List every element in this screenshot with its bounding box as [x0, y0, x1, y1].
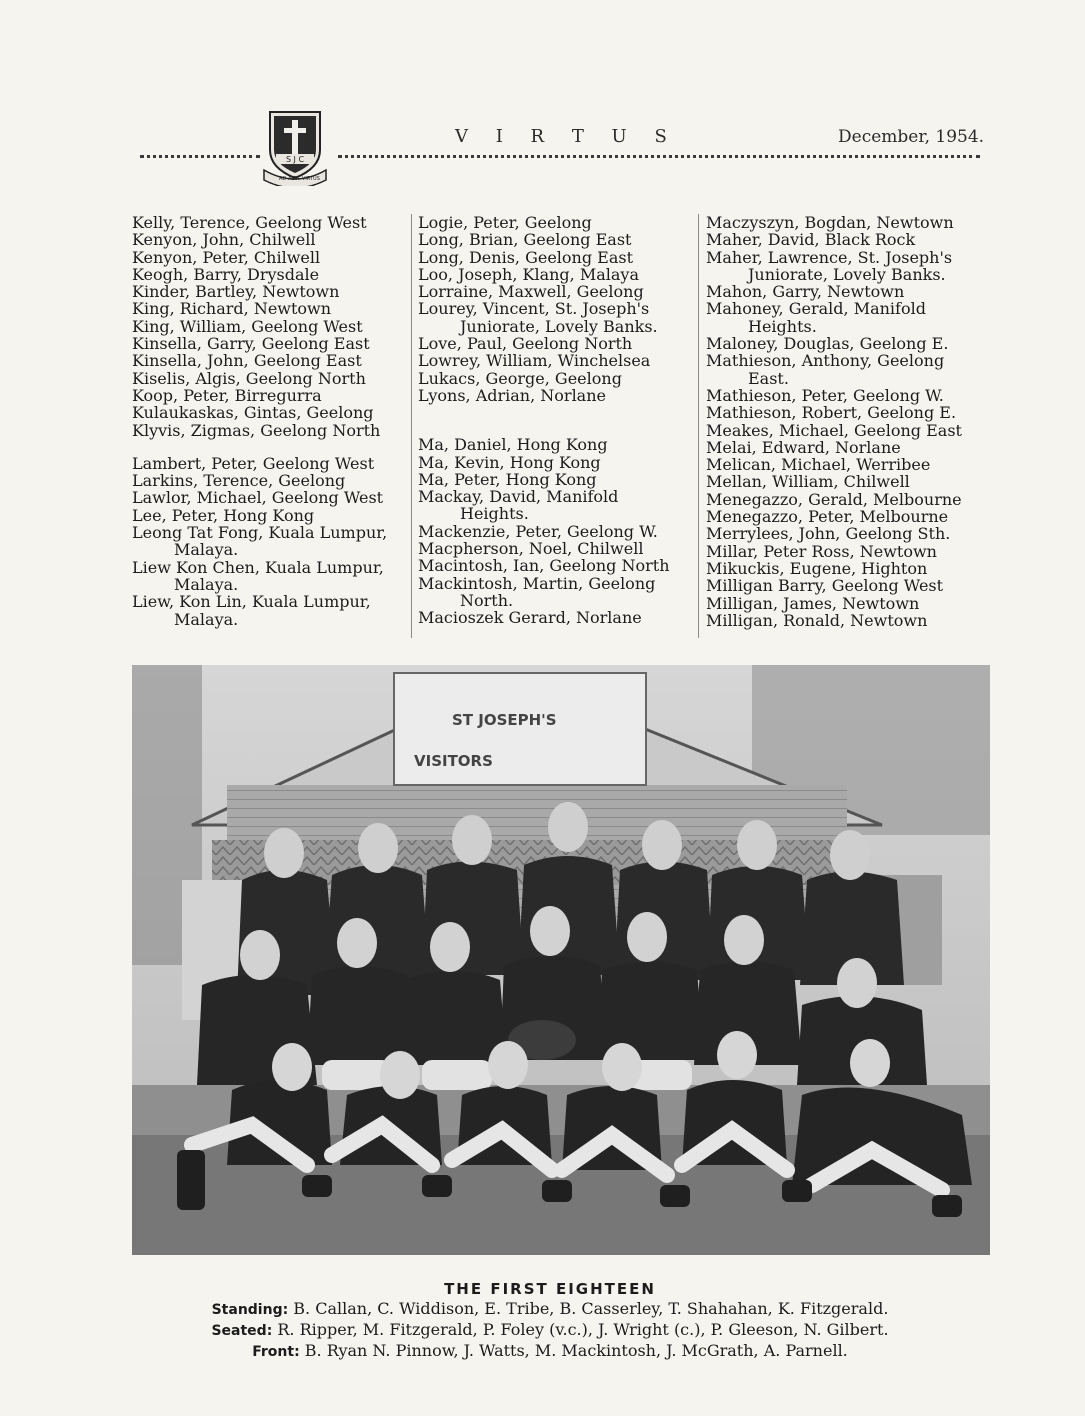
- svg-text:VIRTUS: VIRTUS: [302, 176, 320, 182]
- name-entry: Maloney, Douglas, Geelong E.: [706, 334, 949, 354]
- name-entry-continuation: North.: [460, 590, 514, 610]
- caption-label: Front:: [252, 1344, 300, 1360]
- caption-row-seated: [120, 1320, 980, 1341]
- name-entry: Milligan Barry, Geelong West: [706, 576, 944, 596]
- name-entry: Meakes, Michael, Geelong East: [706, 420, 962, 440]
- name-entry-continuation: Malaya.: [174, 609, 239, 629]
- caption-names: B. Ryan N. Pinnow, J. Watts, M. Mackintosh, J. McGrath, A. Parnell.: [299, 1341, 848, 1360]
- name-entry: Kinder, Bartley, Newtown: [132, 282, 340, 302]
- name-entry: Kinsella, Garry, Geelong East: [132, 334, 370, 354]
- name-entry: Lawlor, Michael, Geelong West: [132, 488, 384, 508]
- name-entry: Maczyszyn, Bogdan, Newtown: [706, 213, 954, 232]
- team-photograph: [132, 665, 990, 1255]
- name-entry: Liew Kon Chen, Kuala Lumpur,: [132, 557, 384, 577]
- name-entry: Milligan, Ronald, Newtown: [706, 610, 928, 630]
- caption-names: B. Callan, C. Widdison, E. Tribe, B. Casserley, T. Shahahan, K. Fitzgerald.: [288, 1299, 889, 1318]
- name-entry-continuation: Heights.: [460, 504, 529, 524]
- name-entry: Ma, Kevin, Hong Kong: [418, 452, 601, 472]
- name-entry: Mellan, William, Chilwell: [706, 472, 910, 492]
- name-entry: Menegazzo, Gerald, Melbourne: [706, 489, 962, 509]
- name-entry: Lambert, Peter, Geelong West: [132, 453, 375, 473]
- name-entry: Maher, Lawrence, St. Joseph's: [706, 247, 953, 267]
- name-entry: Larkins, Terence, Geelong: [132, 471, 346, 491]
- magazine-title: V I R T U S: [455, 126, 678, 147]
- section-gap: [418, 420, 698, 436]
- name-entry: Long, Brian, Geelong East: [418, 230, 632, 250]
- name-column-3: [706, 214, 991, 629]
- name-entry: Menegazzo, Peter, Melbourne: [706, 507, 949, 527]
- name-entry: Macpherson, Noel, Chilwell: [418, 539, 644, 559]
- name-entry: Long, Denis, Geelong East: [418, 247, 634, 267]
- caption-row-standing: [120, 1299, 980, 1320]
- caption-label: Seated:: [211, 1323, 273, 1339]
- name-entry: Macintosh, Ian, Geelong North: [418, 556, 670, 576]
- name-entry: Maher, David, Black Rock: [706, 230, 916, 250]
- name-entry: Liew, Kon Lin, Kuala Lumpur,: [132, 592, 371, 612]
- name-entry: Mathieson, Anthony, Geelong: [706, 351, 945, 371]
- name-entry: Mathieson, Peter, Geelong W.: [706, 385, 944, 405]
- name-entry: Lourey, Vincent, St. Joseph's: [418, 299, 650, 319]
- name-entry: Kelly, Terence, Geelong West: [132, 213, 367, 232]
- header-rule-left: [140, 155, 260, 158]
- column-divider: [698, 214, 699, 638]
- svg-text:ST JOSEPH'S: ST JOSEPH'S: [452, 711, 557, 729]
- caption-label: Standing:: [211, 1302, 289, 1318]
- svg-text:AD ALTA: AD ALTA: [279, 176, 300, 182]
- caption-names: R. Ripper, M. Fitzgerald, P. Foley (v.c.), J. Wright (c.), P. Gleeson, N. Gilbert.: [272, 1320, 889, 1339]
- name-entry: Mikuckis, Eugene, Highton: [706, 558, 928, 578]
- name-entry: Ma, Daniel, Hong Kong: [418, 435, 608, 455]
- name-entry: Koop, Peter, Birregurra: [132, 385, 322, 405]
- name-entry: Loo, Joseph, Klang, Malaya: [418, 264, 639, 284]
- name-entry: Love, Paul, Geelong North: [418, 334, 633, 354]
- name-entry: Mahon, Garry, Newtown: [706, 282, 905, 302]
- name-entry: Kiselis, Algis, Geelong North: [132, 368, 366, 388]
- name-entry: Lukacs, George, Geelong: [418, 368, 622, 388]
- section-gap: [132, 439, 410, 455]
- name-entry: Millar, Peter Ross, Newtown: [706, 541, 937, 561]
- name-entry: Mackintosh, Martin, Geelong: [418, 573, 656, 593]
- name-entry: Kinsella, John, Geelong East: [132, 351, 362, 371]
- name-entry: Kenyon, John, Chilwell: [132, 230, 316, 250]
- name-entry: Melai, Edward, Norlane: [706, 437, 901, 457]
- name-entry: Lorraine, Maxwell, Geelong: [418, 282, 644, 302]
- caption-row-front: [120, 1341, 980, 1362]
- issue-date: December, 1954.: [838, 127, 985, 147]
- name-entry: Klyvis, Zigmas, Geelong North: [132, 420, 381, 440]
- name-entry: Mahoney, Gerald, Manifold: [706, 299, 926, 319]
- name-entry: Leong Tat Fong, Kuala Lumpur,: [132, 523, 388, 543]
- svg-text:S J C: S J C: [285, 155, 305, 164]
- name-entry: Ma, Peter, Hong Kong: [418, 469, 597, 489]
- name-entry-continuation: Malaya.: [174, 540, 239, 560]
- name-entry: Merrylees, John, Geelong Sth.: [706, 524, 951, 544]
- name-entry: Milligan, James, Newtown: [706, 593, 920, 613]
- name-entry: Mathieson, Robert, Geelong E.: [706, 403, 957, 423]
- name-entry-continuation: Juniorate, Lovely Banks.: [748, 264, 946, 284]
- name-entry-continuation: Heights.: [748, 316, 817, 336]
- name-entry: Logie, Peter, Geelong: [418, 213, 592, 232]
- name-entry: Macioszek Gerard, Norlane: [418, 608, 642, 628]
- name-entry: Lowrey, William, Winchelsea: [418, 351, 651, 371]
- name-entry: Lee, Peter, Hong Kong: [132, 505, 315, 525]
- name-entry-continuation: Juniorate, Lovely Banks.: [460, 316, 658, 336]
- name-column-2: [418, 214, 698, 627]
- name-entry: Mackay, David, Manifold: [418, 487, 619, 507]
- name-entry: Lyons, Adrian, Norlane: [418, 385, 606, 405]
- name-column-1: [132, 214, 410, 628]
- name-entry: Mackenzie, Peter, Geelong W.: [418, 521, 658, 541]
- svg-text:VISITORS: VISITORS: [414, 752, 493, 770]
- name-entry: Kulaukaskas, Gintas, Geelong: [132, 403, 374, 423]
- section-gap: [418, 404, 698, 420]
- name-entry-continuation: Malaya.: [174, 574, 239, 594]
- school-crest-logo: [262, 106, 328, 186]
- photo-caption: [120, 1280, 980, 1362]
- page-header: [0, 0, 1085, 200]
- caption-title: THE FIRST EIGHTEEN: [444, 1280, 656, 1298]
- column-divider: [411, 214, 412, 638]
- name-entry: King, Richard, Newtown: [132, 299, 332, 319]
- name-entry: Keogh, Barry, Drysdale: [132, 264, 320, 284]
- name-entry-continuation: East.: [748, 368, 789, 388]
- name-entry: Melican, Michael, Werribee: [706, 455, 931, 475]
- header-rule-right: [338, 155, 980, 158]
- name-entry: Kenyon, Peter, Chilwell: [132, 247, 321, 267]
- name-entry: King, William, Geelong West: [132, 316, 363, 336]
